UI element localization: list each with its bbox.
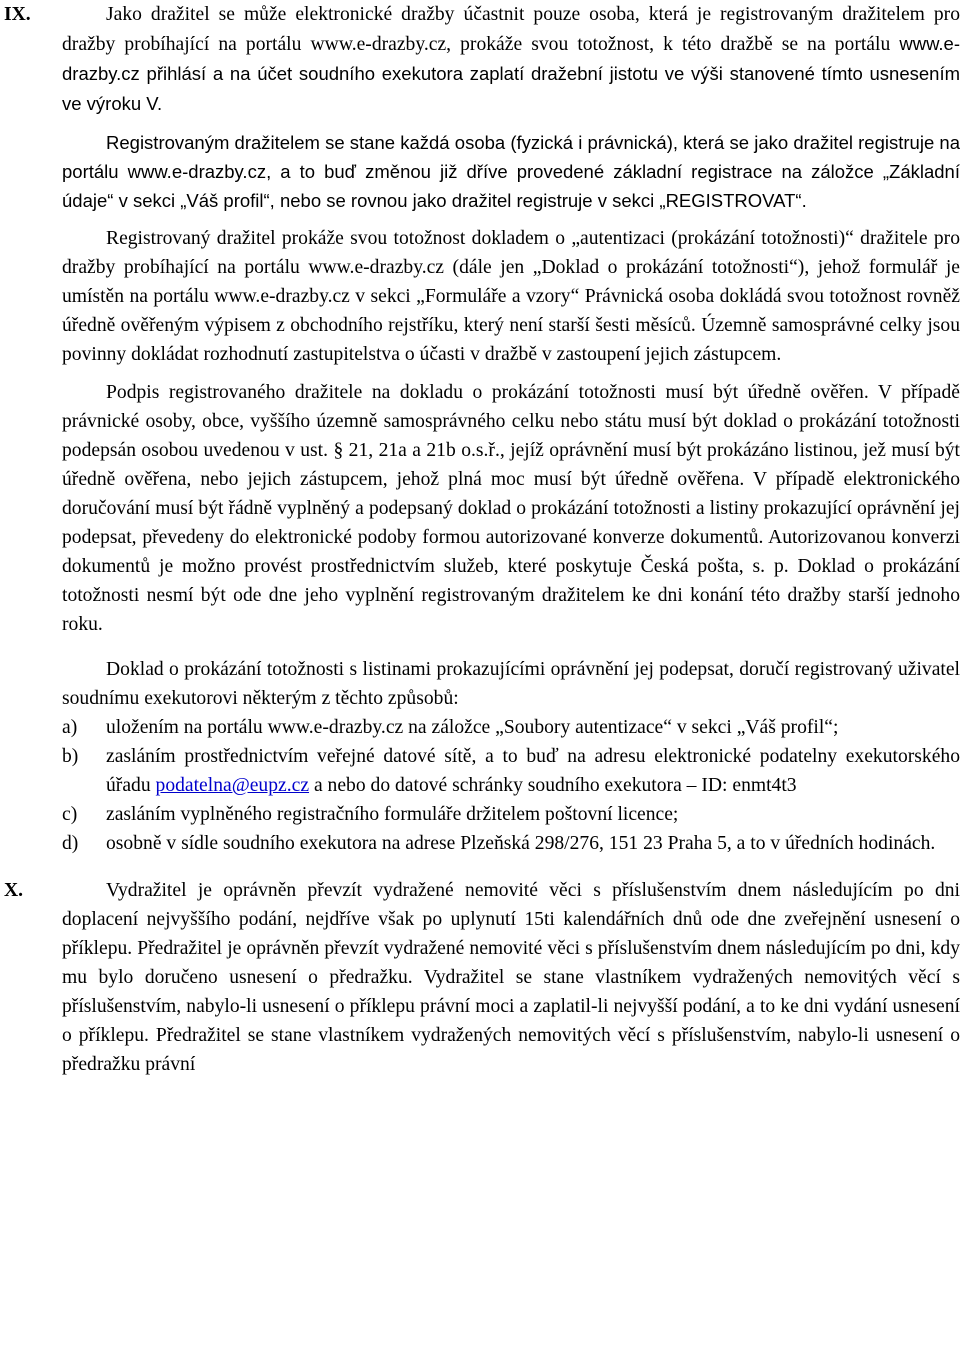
paragraph: Registrovaným dražitelem se stane každá osoba (fyzická i právnická), která se jako dražitel registruje na portálu www.e-drazby.cz, a to buď změnou již dříve provedené základní registrace na záložce „Základní údaje“ v sekci „Váš profil“, nebo se rovnou jako dražitel registruje v sekci „REGISTROVAT“. — [62, 132, 960, 211]
section-number: X. — [4, 880, 24, 901]
paragraph: Vydražitel je oprávněn převzít vydražené nemovité věci s příslušenstvím dnem následujícím po dni doplacení nejvyššího podání, nejdříve však po uplynutí 15ti kalendářních dnů ode dne zveřejnění usnesení o příklepu. Předražitel je oprávněn převzít vydražené nemovité věci s příslušenstvím dnem následujícím po dni, kdy mu bylo doručeno usnesení o předražku. Vydražitel se stane vlastníkem vydražených nemovitých věcí s příslušenstvím, nabylo-li usnesení o příklepu právní moci a zaplatil-li nejvyšší podání, a to ke dni vydání usnesení o příklepu. Předražitel se stane vlastníkem vydražených nemovitých věcí s příslušenstvím, nabylo-li usnesení o předražku právní — [62, 880, 960, 1075]
section-x — [0, 876, 960, 1079]
list-item: b) zasláním prostřednictvím veřejné datové sítě, a to buď na adresu elektronické podatelny exekutorského úřadu podatelna@eupz.cz a nebo do datové schránky soudního exekutora – ID: enmt4t3 — [62, 742, 960, 800]
paragraph: Registrovaný dražitel prokáže svou totožnost dokladem o „autentizaci (prokázání totožnosti)“ dražitele pro dražby probíhající na portálu www.e-drazby.cz (dále jen „Doklad o prokázání totožnosti“), jehož formulář je umístěn na portálu www.e-drazby.cz v sekci „Formuláře a vzory“ Právnická osoba dokládá svou totožnost rovněž úředně ověřeným výpisem z obchodního rejstříku, který není starší šesti měsíců. Územně samosprávné celky jsou povinny dokládat rozhodnutí zastupitelstva o účasti v dražbě v zastoupení jejich zástupcem. — [62, 228, 960, 365]
list-item: d) osobně v sídle soudního exekutora na adrese Plzeňská 298/276, 151 23 Praha 5, a to v úředních hodinách. — [62, 829, 960, 858]
list-item: a) uložením na portálu www.e-drazby.cz na záložce „Soubory autentizace“ v sekci „Váš profil“; — [62, 713, 960, 742]
list-marker: d) — [62, 833, 79, 854]
email-link[interactable]: podatelna@eupz.cz — [155, 775, 310, 796]
list-marker: b) — [62, 746, 79, 767]
delivery-methods-list — [62, 713, 960, 858]
list-marker: c) — [62, 804, 78, 825]
paragraph: Jako dražitel se může elektronické dražby účastnit pouze osoba, která je registrovaným dražitelem pro dražby probíhající na portálu www.e-drazby.cz, prokáže svou totožnost, k této dražbě se na portálu www.e-drazby.cz přihlásí a na účet soudního exekutora zaplatí dražební jistotu ve výši stanovené tímto usnesením ve výroku V. — [62, 4, 960, 114]
section-number: IX. — [4, 4, 31, 25]
paragraph: Podpis registrovaného dražitele na dokladu o prokázání totožnosti musí být úředně ověřen. V případě právnické osoby, obce, vyššího územně samosprávného celku nebo státu musí být doklad o prokázání totožnosti podepsán osobou uvedenou v ust. § 21, 21a a 21b o.s.ř., jejíž oprávnění musí být prokázáno listinou, jež musí být úředně ověřena, nebo jejich zástupcem, jehož plná moc musí být úředně ověřena. V případě elektronického doručování musí být řádně vyplněný a podepsaný doklad o prokázání totožnosti a listiny prokazující oprávnění jej podepsat, převedeny do elektronické podoby formou autorizované konverze dokumentů. Autorizovanou konverzi dokumentů je možno provést prostřednictvím služeb, které poskytuje Česká pošta, s. p. Doklad o prokázání totožnosti nesmí být ode dne jeho vyplnění registrovaným dražitelem ke dni konání této dražby starší jednoho roku. — [62, 382, 960, 635]
paragraph: Doklad o prokázání totožnosti s listinami prokazujícími oprávnění jej podepsat, doručí registrovaný uživatel soudnímu exekutorovi některým z těchto způsobů: — [62, 659, 960, 709]
list-item: c) zasláním vyplněného registračního formuláře držitelem poštovní licence; — [62, 800, 960, 829]
list-marker: a) — [62, 717, 78, 738]
